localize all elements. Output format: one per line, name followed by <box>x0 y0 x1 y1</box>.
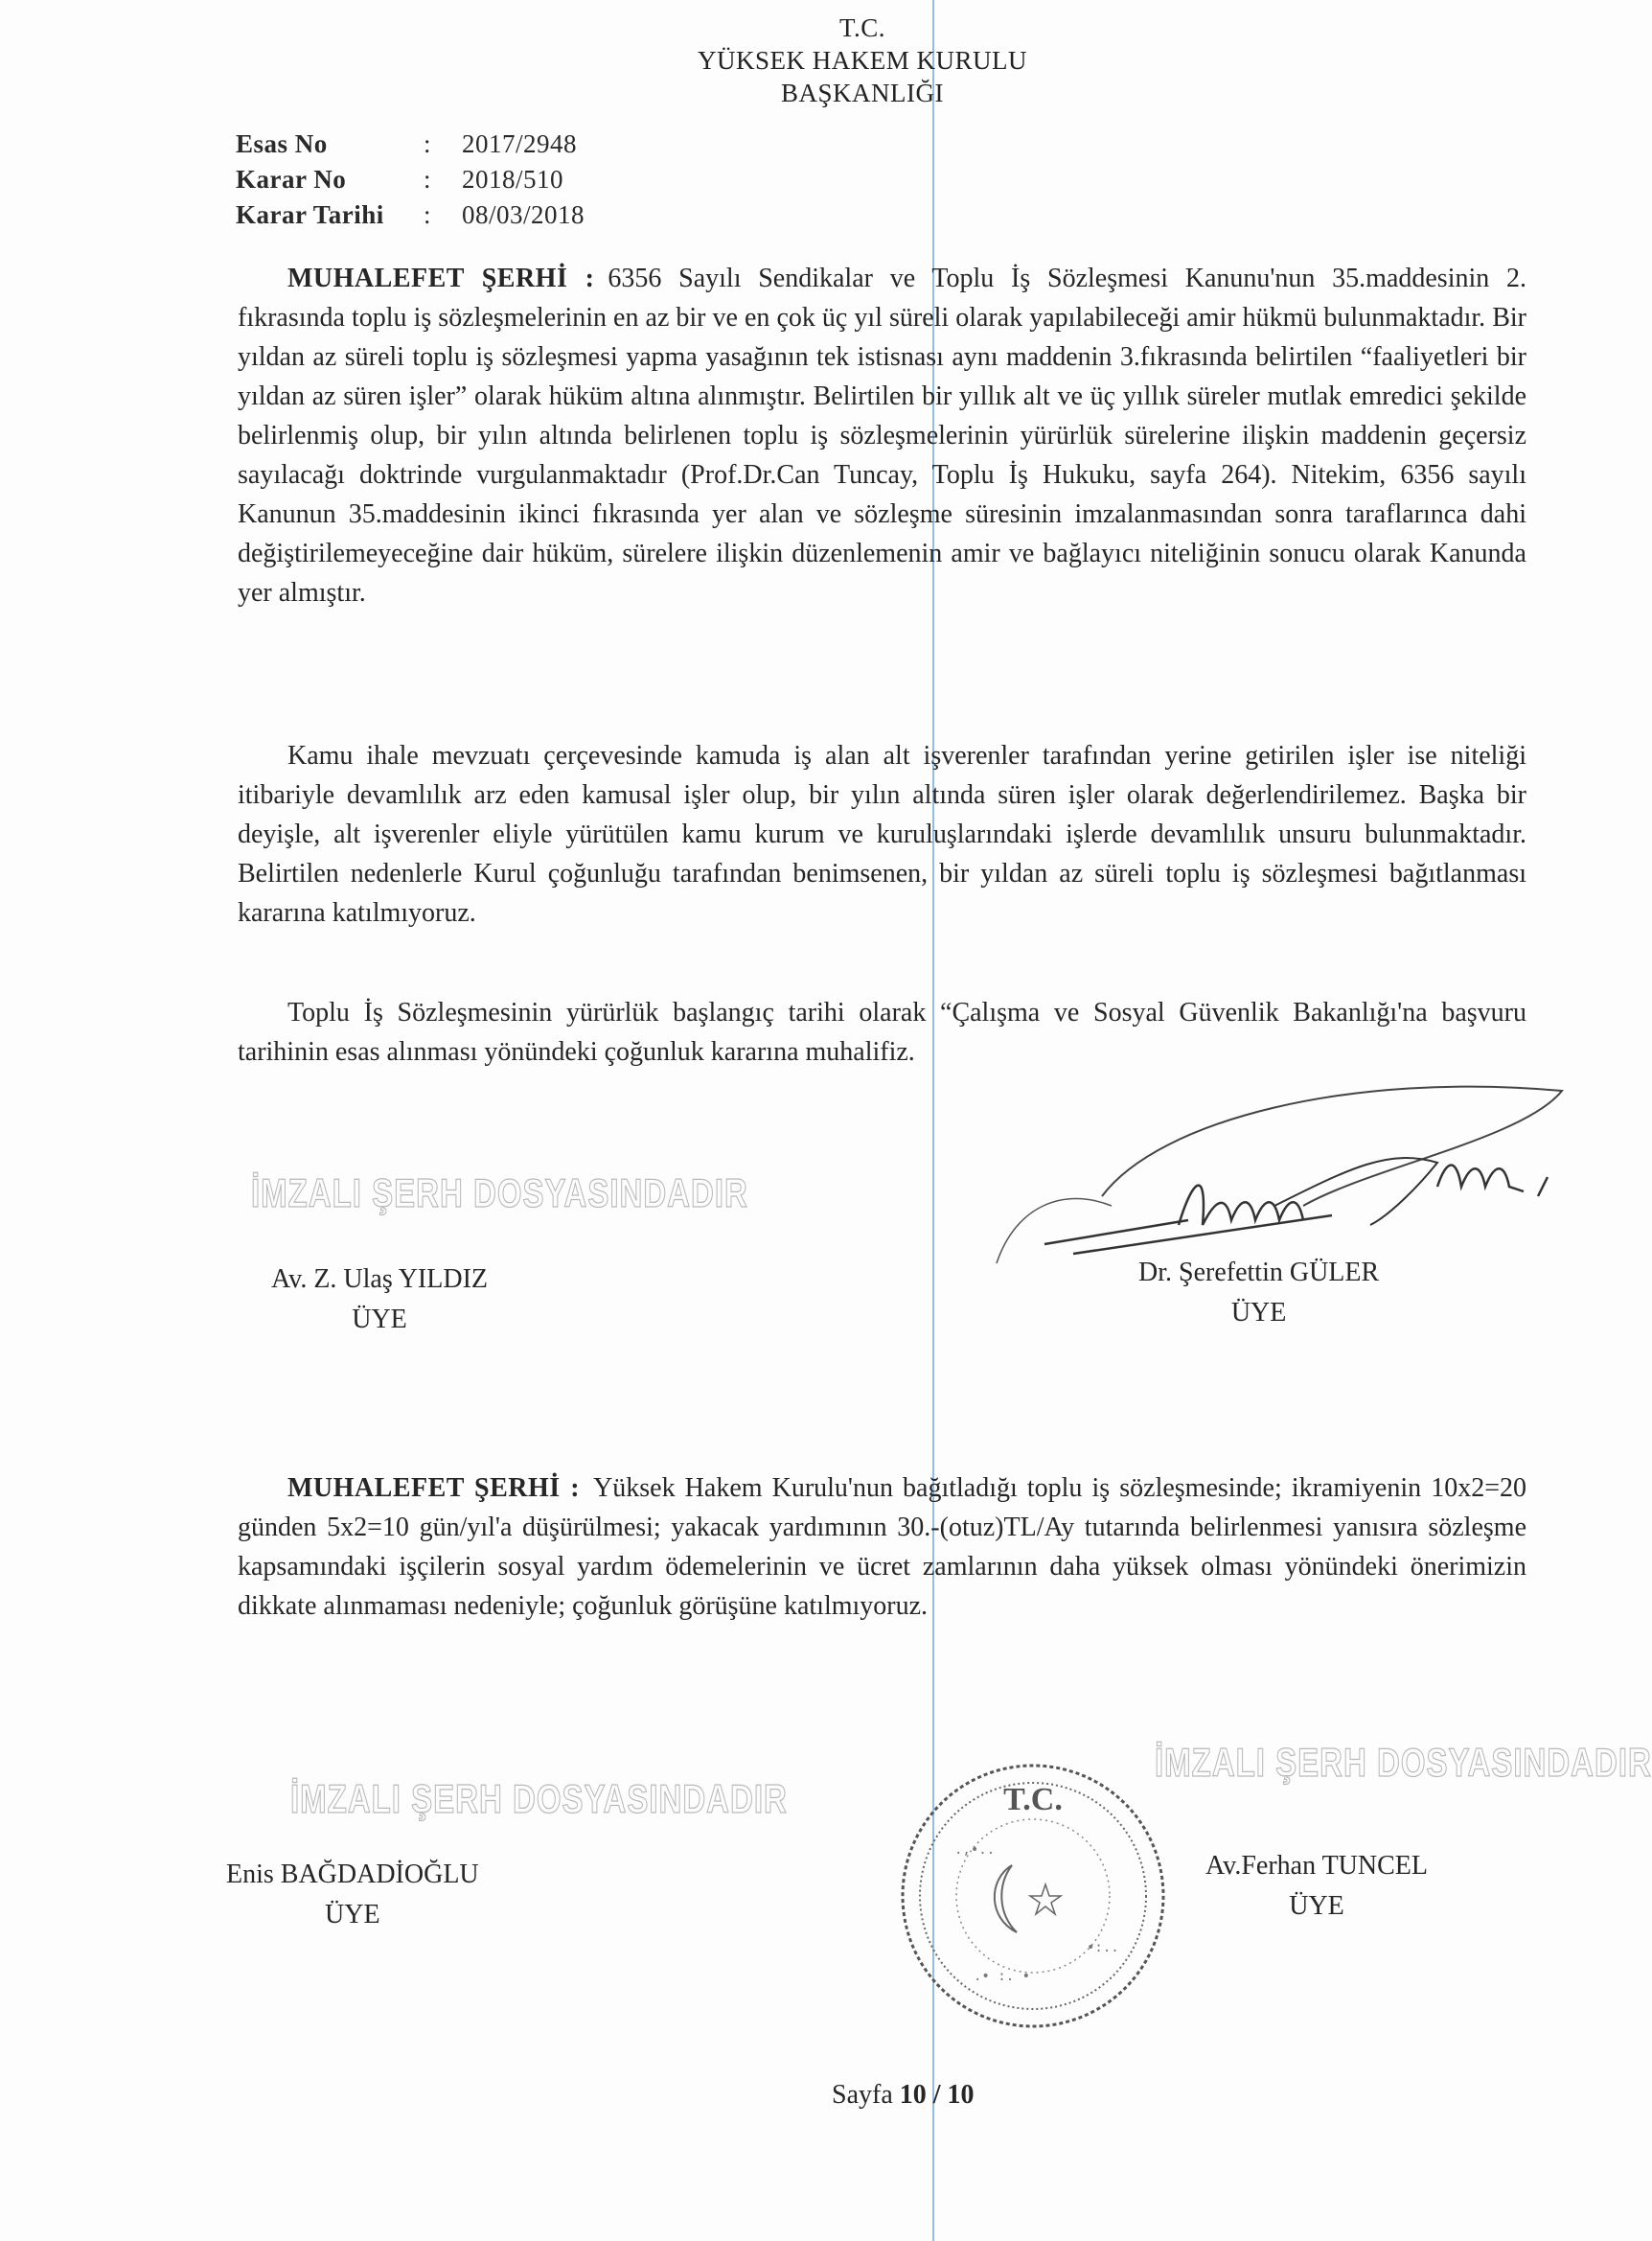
signed-on-file-stamp: İMZALI ŞERH DOSYASINDADIR <box>251 1170 748 1215</box>
official-seal <box>897 1760 1170 2033</box>
handwritten-signature <box>987 1062 1581 1282</box>
header-line-tc: T.C. <box>839 13 885 42</box>
meta-value: 08/03/2018 <box>462 200 585 229</box>
signed-on-file-stamp: İMZALI ŞERH DOSYASINDADIR <box>1155 1740 1652 1785</box>
dissent-heading: MUHALEFET ŞERHİ : <box>287 264 595 293</box>
signatory-yildiz <box>271 1259 488 1340</box>
signatory-role: ÜYE <box>1289 1891 1344 1921</box>
seal-text: T.C. <box>1003 1782 1063 1817</box>
meta-row-esas <box>236 127 585 162</box>
svg-text:•:..: •:.. <box>1087 1940 1119 1955</box>
dissent-1-paragraph-3: Toplu İş Sözleşmesinin yürürlük başlangıç tarihi olarak “Çalışma ve Sosyal Güvenlik Bakanlığı'na başvuru tarihinin esas alınması yönündeki çoğunluk kararına muhalifiz. <box>238 998 1526 1067</box>
paragraph-text: Yüksek Hakem Kurulu'nun bağıtladığı toplu iş sözleşmesinde; ikramiyenin 10x2=20 günden 5x2=10 gün/yıl'a düşürülmesi; yakacak yardımının 30.-(otuz)TL/Ay tutarında belirlenmesi yanısıra sözleşme kapsamındaki işçilerin sosyal yardım ödemelerinin ve ücret zamlarının daha yüksek olması yönündeki önerimizin dikkate alınmaması nedeniyle; çoğunluk görüşüne katılmıyoruz. <box>238 1473 1526 1621</box>
dissent-1-paragraph-2: Kamu ihale mevzuatı çerçevesinde kamuda iş alan alt işverenler tarafından yerine getirilen işler ise niteliği itibariyle devamlılık arz eden kamusal işler olup, bir yılın altında süren işler olarak değerlendirilemez. Başka bir deyişle, alt işverenler eliyle yürütülen kamu kurum ve kuruluşlarındaki işlerde devamlılık unsuru bulunmaktadır. Belirtilen nedenlerle Kurul çoğunluğu tarafından benimsenen, bir yıldan az süreli toplu iş sözleşmesi bağıtlanması kararına katılmıyoruz. <box>238 741 1526 928</box>
meta-separator: : <box>424 165 431 194</box>
signed-on-file-stamp: İMZALI ŞERH DOSYASINDADIR <box>290 1776 788 1821</box>
document-header <box>575 12 1150 109</box>
svg-text:.• :. •: .• :. • <box>974 1969 1031 1984</box>
meta-separator: : <box>424 129 431 158</box>
paragraph-text: 6356 Sayılı Sendikalar ve Toplu İş Sözleşmesi Kanunu'nun 35.maddesinin 2. fıkrasında toplu iş sözleşmelerinin en az bir ve en çok üç yıl süreli olarak yapılabileceği amir hükmü bulunmaktadır. Bir yıldan az süreli toplu iş sözleşmesi yapma yasağının tek istisnası aynı maddenin 3.fıkrasında belirtilen “faaliyetleri bir yıldan az süren işler” olarak hüküm altına alınmıştır. Belirtilen bir yıllık alt ve üç yıllık süreler mutlak emredici şekilde belirlenmiş olup, bir yılın altında belirlenen toplu iş sözleşmelerinin yürürlük sürelerine ilişkin maddenin geçersiz sayılacağı doktrinde vurgulanmaktadır (Prof.Dr.Can Tuncay, Toplu İş Hukuku, sayfa 264). Nitekim, 6356 sayılı Kanunun 35.maddesinin ikinci fıkrasında yer alan ve sözleşme süresinin imzalanmasından sonra taraflarınca dahi değiştirilemeyeceğine dair hüküm, sürelere ilişkin düzenlemenin amir ve bağlayıcı niteliğinin sonucu olarak Kanunda yer almıştır. <box>238 264 1526 608</box>
meta-row-tarih <box>236 197 585 233</box>
signatory-role: ÜYE <box>1230 1298 1287 1328</box>
meta-label: Esas No <box>236 129 328 158</box>
meta-value: 2017/2948 <box>462 129 578 158</box>
signatory-name: Av.Ferhan TUNCEL <box>1205 1851 1428 1881</box>
header-line-presidency: BAŞKANLIĞI <box>781 79 944 107</box>
meta-row-karar <box>236 162 585 197</box>
svg-text:.,•..: .,•.. <box>954 1842 996 1858</box>
meta-label: Karar No <box>236 165 347 194</box>
dissent-2-paragraph <box>238 1468 1526 1626</box>
signatory-name: Dr. Şerefettin GÜLER <box>1138 1258 1380 1287</box>
signatory-name: Enis BAĞDADİOĞLU <box>226 1860 479 1889</box>
header-line-institution: YÜKSEK HAKEM KURULU <box>698 46 1027 75</box>
page-label: Sayfa <box>832 2080 893 2110</box>
meta-value: 2018/510 <box>462 165 564 194</box>
signatory-bagdadioglu <box>226 1855 479 1935</box>
dissent-heading: MUHALEFET ŞERHİ : <box>287 1473 581 1503</box>
case-metadata <box>236 127 585 233</box>
signatory-role: ÜYE <box>325 1900 380 1929</box>
page-footer <box>832 2080 975 2111</box>
meta-separator: : <box>424 200 431 229</box>
page-number: 10 / 10 <box>899 2080 975 2110</box>
signatory-guler <box>1138 1253 1379 1333</box>
meta-label: Karar Tarihi <box>236 200 384 229</box>
signatory-name: Av. Z. Ulaş YILDIZ <box>271 1264 489 1294</box>
signatory-tuncel <box>1205 1846 1428 1927</box>
dissent-1-paragraph-1 <box>238 259 1526 612</box>
signatory-role: ÜYE <box>352 1305 407 1334</box>
